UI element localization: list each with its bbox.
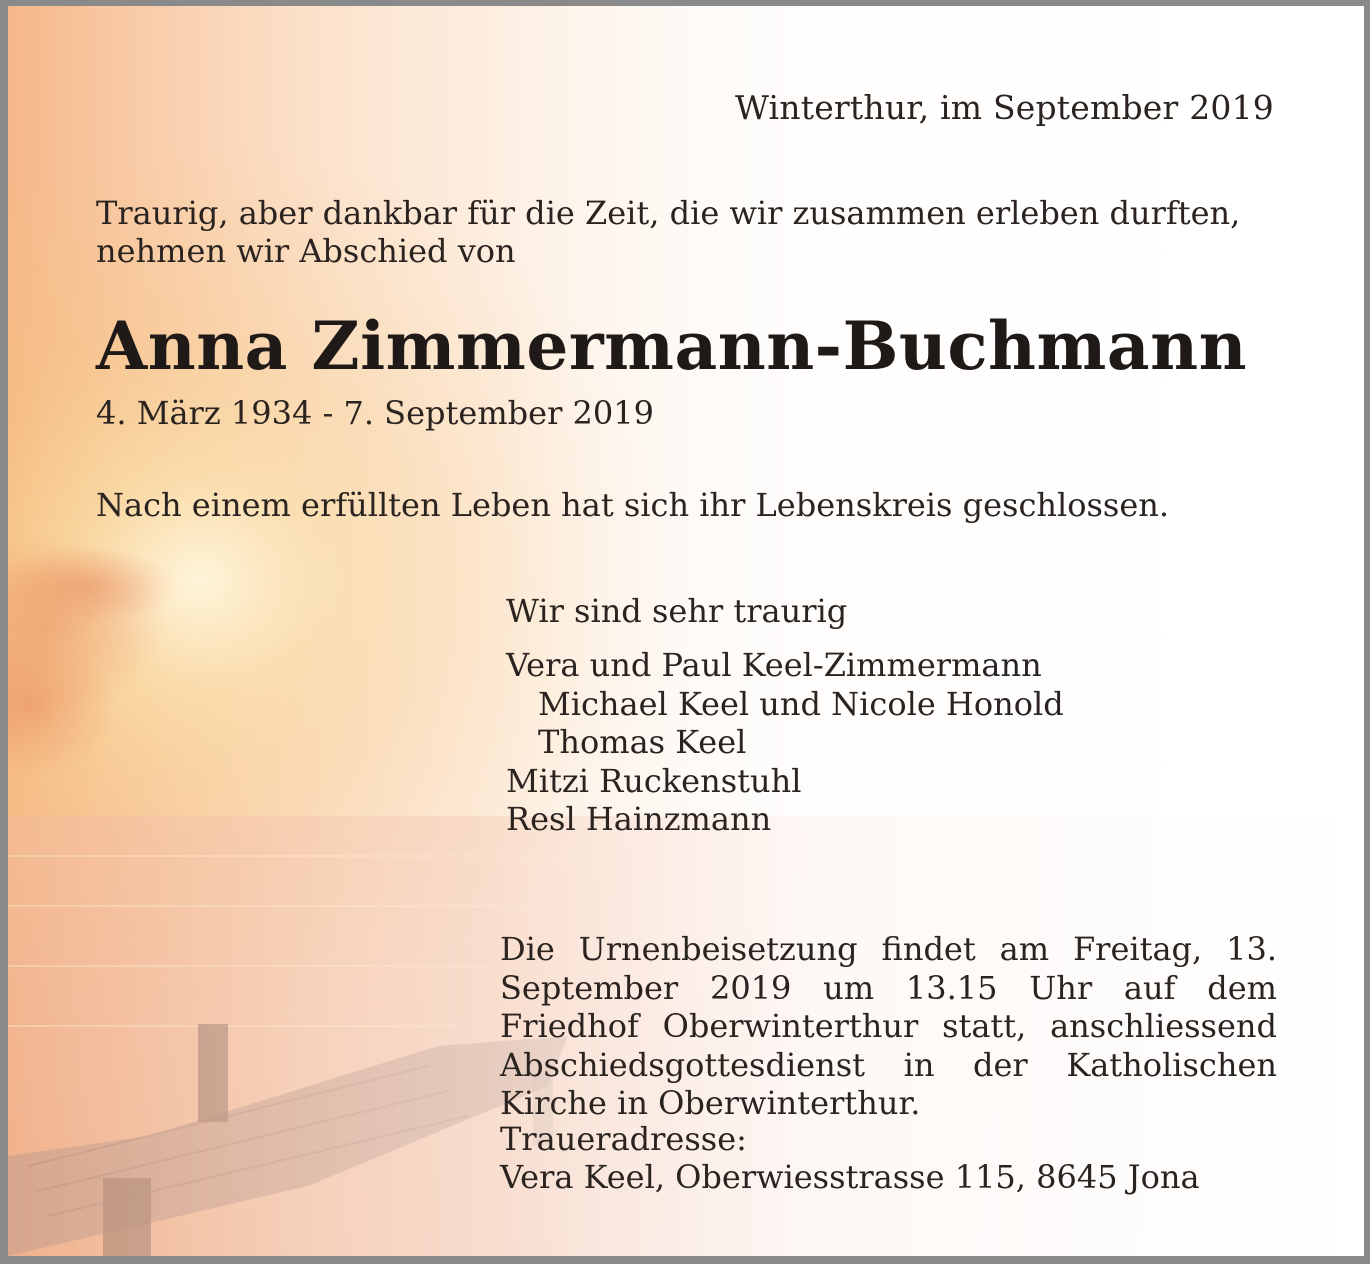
mourners-heading: Wir sind sehr traurig — [506, 592, 848, 630]
family-member: Resl Hainzmann — [506, 800, 772, 838]
intro-text — [96, 194, 1240, 270]
life-dates: 4. März 1934 - 7. September 2019 — [96, 394, 654, 432]
family-member: Mitzi Ruckenstuhl — [506, 761, 802, 800]
family-list — [506, 646, 1064, 839]
intro-line-1: Traurig, aber dankbar für die Zeit, die wir zusammen erleben durften, — [96, 194, 1241, 232]
obituary-card — [8, 6, 1364, 1256]
family-member: Thomas Keel — [538, 723, 747, 761]
mourning-address — [500, 1120, 1200, 1196]
family-member: Vera und Paul Keel-Zimmermann — [506, 646, 1042, 684]
address-value: Vera Keel, Oberwiesstrasse 115, 8645 Jona — [500, 1158, 1200, 1196]
family-member: Michael Keel und Nicole Honold — [538, 684, 1064, 723]
place-date: Winterthur, im September 2019 — [735, 88, 1274, 127]
closing-line: Nach einem erfüllten Leben hat sich ihr Lebenskreis geschlossen. — [96, 486, 1170, 524]
funeral-details: Die Urnenbeisetzung findet am Freitag, 13. September 2019 um 13.15 Uhr auf dem Friedhof Oberwinterthur statt, anschliessend Abschiedsgottesdienst in der Katholischen Kirche in Oberwinterthur. — [500, 930, 1277, 1122]
deceased-name: Anna Zimmermann-Buchmann — [96, 307, 1248, 385]
address-label: Traueradresse: — [500, 1120, 747, 1158]
obituary-content — [8, 6, 1364, 1256]
intro-line-2: nehmen wir Abschied von — [96, 232, 516, 270]
